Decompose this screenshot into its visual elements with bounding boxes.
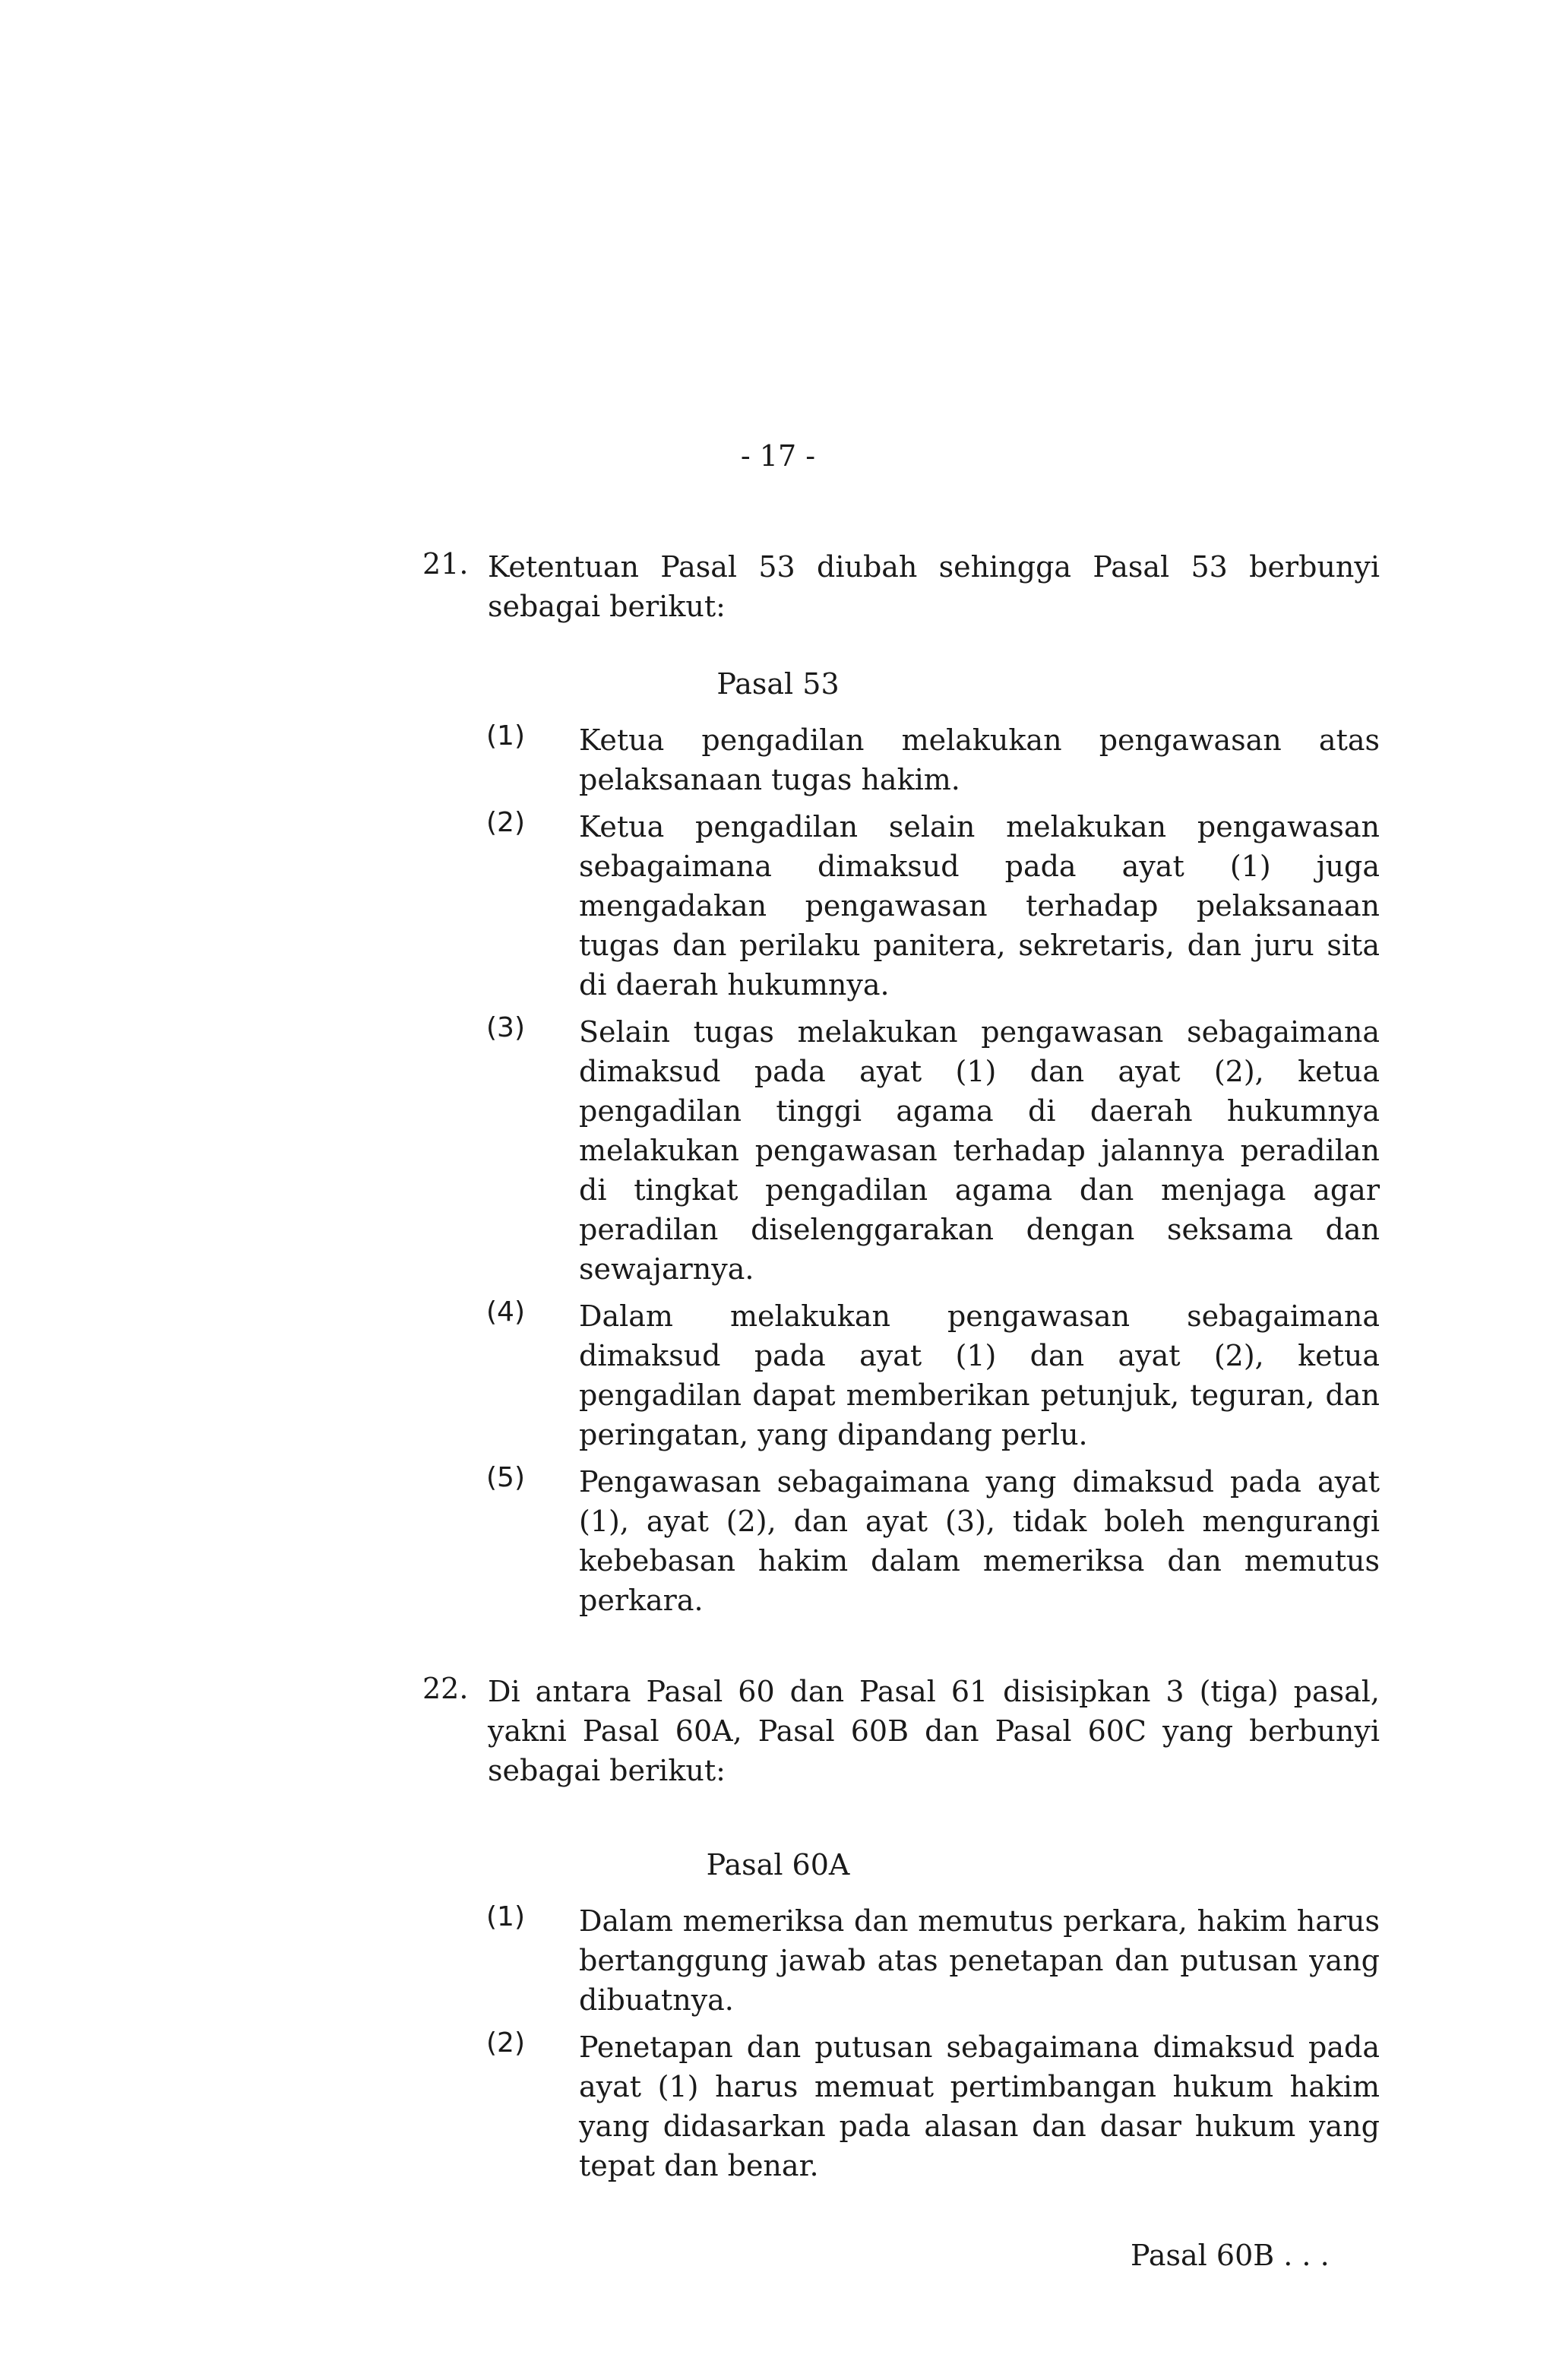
- ayat-list: [486, 1901, 1380, 2193]
- page-number: - 17 -: [740, 439, 816, 473]
- item-number: 21.: [422, 547, 469, 581]
- item-text: Di antara Pasal 60 dan Pasal 61 disisipkan 3 (tiga) pasal, yakni Pasal 60A, Pasal 60B dan Pasal 60C yang berbunyi sebagai berikut:: [488, 1675, 1380, 1787]
- ayat-number: (2): [486, 807, 525, 838]
- list-item-21: [422, 547, 1380, 626]
- item-number: 22.: [422, 1672, 469, 1705]
- ayat-number: (1): [486, 720, 525, 752]
- pasal-title: Pasal 53: [716, 667, 840, 701]
- ayat-item: [486, 1296, 1380, 1454]
- ayat-item: [486, 1012, 1380, 1289]
- ayat-text: Penetapan dan putusan sebagaimana dimaksud pada ayat (1) harus memuat pertimbangan hukum hakim yang didasarkan pada alasan dan dasar hukum yang tepat dan benar.: [579, 2030, 1380, 2182]
- catchword: Pasal 60B . . .: [1131, 2239, 1330, 2272]
- ayat-number: (1): [486, 1901, 525, 1932]
- ayat-number: (2): [486, 2027, 525, 2059]
- ayat-item: [486, 1462, 1380, 1620]
- ayat-number: (5): [486, 1462, 525, 1493]
- ayat-text: Ketua pengadilan melakukan pengawasan atas pelaksanaan tugas hakim.: [579, 723, 1380, 796]
- ayat-text: Pengawasan sebagaimana yang dimaksud pada ayat (1), ayat (2), dan ayat (3), tidak boleh mengurangi kebebasan hakim dalam memeriksa dan memutus perkara.: [579, 1465, 1380, 1617]
- ayat-item: [486, 2027, 1380, 2185]
- ayat-text: Dalam memeriksa dan memutus perkara, hakim harus bertanggung jawab atas penetapan dan putusan yang dibuatnya.: [579, 1904, 1380, 2017]
- ayat-number: (4): [486, 1296, 525, 1328]
- ayat-number: (3): [486, 1012, 525, 1043]
- item-text: Ketentuan Pasal 53 diubah sehingga Pasal 53 berbunyi sebagai berikut:: [488, 550, 1380, 623]
- ayat-text: Ketua pengadilan selain melakukan pengawasan sebagaimana dimaksud pada ayat (1) juga mengadakan pengawasan terhadap pelaksanaan tugas dan perilaku panitera, sekretaris, dan juru sita di daerah hukumnya.: [579, 810, 1380, 1002]
- list-item-22: [422, 1672, 1380, 1790]
- ayat-item: [486, 720, 1380, 799]
- ayat-item: [486, 1901, 1380, 2020]
- ayat-text: Selain tugas melakukan pengawasan sebagaimana dimaksud pada ayat (1) dan ayat (2), ketua pengadilan tinggi agama di daerah hukumnya melakukan pengawasan terhadap jalannya peradilan di tingkat pengadilan agama dan menjaga agar peradilan diselenggarakan dengan seksama dan sewajarnya.: [579, 1015, 1380, 1286]
- ayat-item: [486, 807, 1380, 1005]
- pasal-title: Pasal 60A: [706, 1848, 850, 1882]
- ayat-text: Dalam melakukan pengawasan sebagaimana dimaksud pada ayat (1) dan ayat (2), ketua pengadilan dapat memberikan petunjuk, teguran, dan peringatan, yang dipandang perlu.: [579, 1299, 1380, 1451]
- ayat-list: [486, 720, 1380, 1628]
